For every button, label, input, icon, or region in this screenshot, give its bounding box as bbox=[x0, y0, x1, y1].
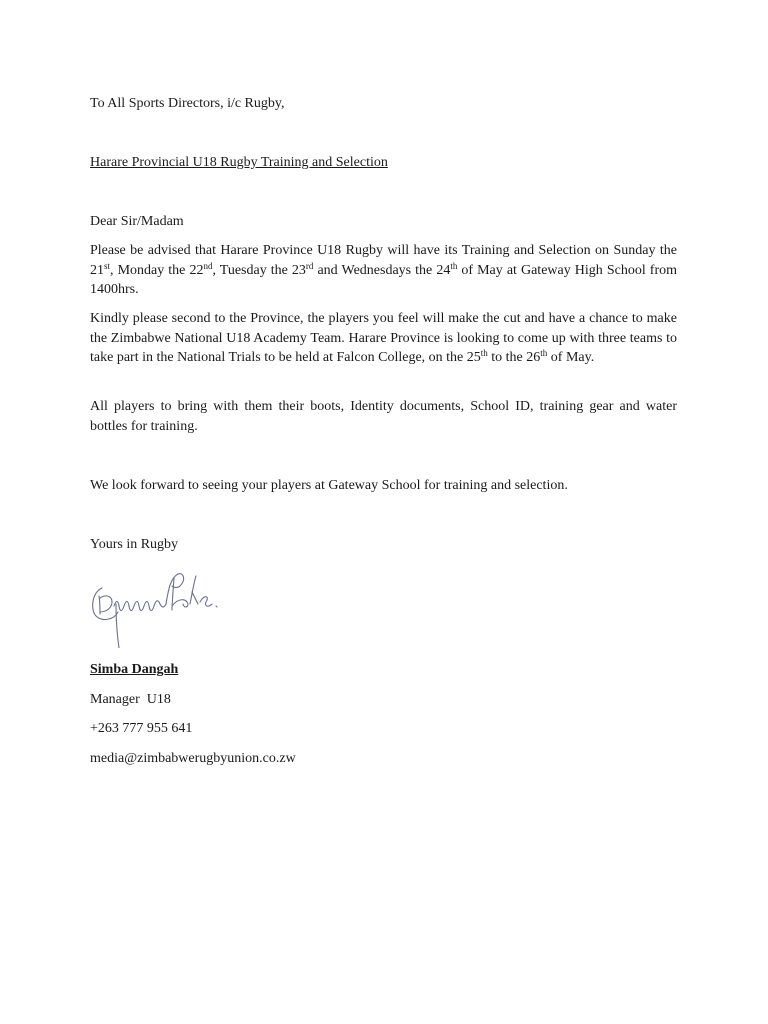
para1-text-1: Please be advised that Harare Province U18 Rugby will have its Training and Selection on Sunday the 21 bbox=[90, 243, 677, 278]
para1-sup-4: th bbox=[450, 260, 458, 271]
signer-name: Simba Dangah bbox=[90, 662, 179, 677]
para2-sup-1: th bbox=[480, 348, 488, 358]
para2-text-2: to the 26 bbox=[487, 350, 541, 365]
signer-title: Manager U18 bbox=[90, 692, 171, 707]
signer-phone: +263 777 955 641 bbox=[90, 721, 193, 736]
signer-email: media@zimbabwerugbyunion.co.zw bbox=[90, 751, 296, 766]
closing-line: Yours in Rugby bbox=[90, 537, 179, 552]
para1-text-2: , Monday the 22 bbox=[110, 262, 204, 278]
subject-heading: Harare Provincial U18 Rugby Training and Selection bbox=[90, 155, 388, 170]
para1-sup-3: rd bbox=[305, 260, 314, 271]
addressee-line: To All Sports Directors, i/c Rugby, bbox=[90, 96, 285, 111]
para1-text-3: , Tuesday the 23 bbox=[212, 262, 306, 278]
paragraph-equipment: All players to bring with them their boots, Identity documents, School ID, training gear and water bottles for training. bbox=[90, 399, 677, 434]
paragraph-training-dates bbox=[90, 241, 677, 300]
paragraph-national-trials bbox=[90, 309, 677, 368]
para2-sup-2: th bbox=[540, 348, 548, 358]
signature-icon bbox=[88, 566, 228, 648]
greeting: Dear Sir/Madam bbox=[90, 214, 184, 229]
para1-text-5: of May at Gateway High School from 1400hrs. bbox=[90, 262, 678, 297]
para1-text-4: and Wednesdays the 24 bbox=[313, 262, 451, 278]
para1-sup-2: nd bbox=[203, 260, 213, 271]
para2-text-1: Kindly please second to the Province, the players you feel will make the cut and have a chance to make the Zimbabwe National U18 Academy Team. Harare Province is looking to come up with three teams to take part in the National Trials to be held at Falcon College, on the 25 bbox=[90, 311, 677, 365]
paragraph-look-forward: We look forward to seeing your players at Gateway School for training and selection. bbox=[90, 478, 568, 493]
para2-text-3: of May. bbox=[547, 350, 595, 365]
para1-sup-1: st bbox=[104, 260, 111, 271]
